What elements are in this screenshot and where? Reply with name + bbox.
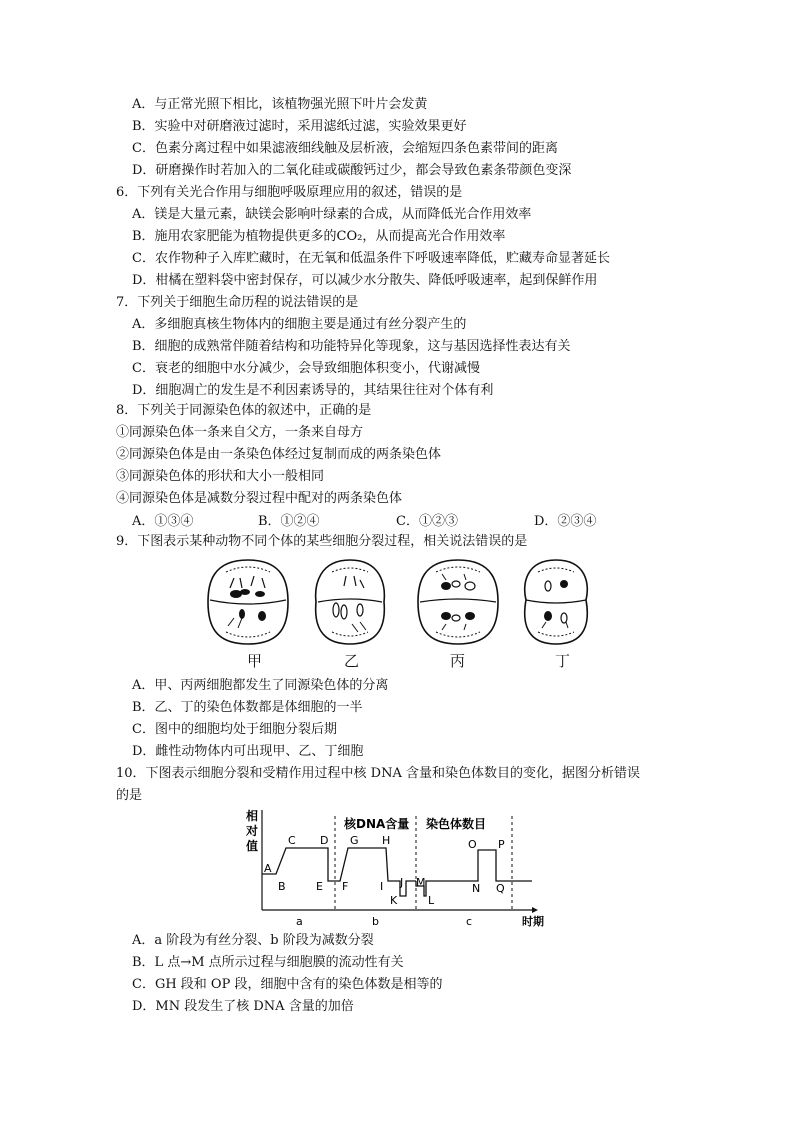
q10-stem-line1: 10．下图表示细胞分裂和受精作用过程中核 DNA 含量和染色体数目的变化，据图分析错误 <box>116 766 640 781</box>
q9-stem: 9．下图表示某种动物不同个体的某些细胞分裂过程，相关说法错误的是 <box>116 534 528 549</box>
point-I: I <box>380 880 384 893</box>
q10-option-d: D．MN 段发生了核 DNA 含量的加倍 <box>132 999 354 1014</box>
q5-option-a: A．与正常光照下相比，该植物强光照下叶片会发黄 <box>132 97 428 112</box>
cell-label-bing: 丙 <box>450 652 466 670</box>
q7-option-c: C．衰老的细胞中水分减少，会导致细胞体积变小，代谢减慢 <box>132 361 480 376</box>
q8-item-3: ③同源染色体的形状和大小一般相同 <box>116 469 325 484</box>
q9-option-b: B．乙、丁的染色体数都是体细胞的一半 <box>132 700 363 715</box>
point-M: M <box>416 876 426 889</box>
point-K: K <box>390 894 398 907</box>
q9-option-a: A．甲、丙两细胞都发生了同源染色体的分离 <box>132 678 389 693</box>
cell-ding <box>525 560 588 644</box>
q6-option-b: B．施用农家肥能为植物提供更多的CO₂，从而提高光合作用效率 <box>132 229 506 244</box>
graph-segment-b: b <box>372 915 379 928</box>
q5-option-b: B．实验中对研磨液过滤时，采用滤纸过滤，实验效果更好 <box>132 119 467 134</box>
q10-graph <box>240 806 550 930</box>
graph-ylabel-2: 对 <box>246 824 259 838</box>
graph-segment-c: c <box>466 915 473 928</box>
q7-stem: 7．下列关于细胞生命历程的说法错误的是 <box>116 295 359 310</box>
q10-option-a: A．a 阶段为有丝分裂、b 阶段为减数分裂 <box>132 933 374 948</box>
graph-ylabel-1: 相 <box>246 809 259 823</box>
point-A: A <box>264 862 272 875</box>
cell-label-ding: 丁 <box>555 652 571 670</box>
q9-cell-figure <box>200 556 600 648</box>
q9-option-d: D．雌性动物体内可出现甲、乙、丁细胞 <box>132 744 364 759</box>
q8-stem: 8．下列关于同源染色体的叙述中，正确的是 <box>116 403 372 418</box>
point-L: L <box>428 894 435 907</box>
graph-region-chrom: 染色体数目 <box>426 817 487 831</box>
q6-option-a: A．镁是大量元素，缺镁会影响叶绿素的合成，从而降低光合作用效率 <box>132 207 532 222</box>
q10-option-b: B．L 点→M 点所示过程与细胞膜的流动性有关 <box>132 955 404 970</box>
point-J: J <box>400 876 404 889</box>
q6-option-c: C．农作物种子入库贮藏时，在无氧和低温条件下呼吸速率降低，贮藏寿命显著延长 <box>132 251 610 266</box>
q8-item-4: ④同源染色体是减数分裂过程中配对的两条染色体 <box>116 491 403 506</box>
point-P: P <box>498 838 505 851</box>
point-N: N <box>472 882 481 895</box>
q7-option-a: A．多细胞真核生物体内的细胞主要是通过有丝分裂产生的 <box>132 317 467 332</box>
q8-option-d: D．②③④ <box>534 514 597 529</box>
cell-yi <box>316 560 385 644</box>
cell-label-jia: 甲 <box>247 652 263 670</box>
q8-option-a: A．①③④ <box>132 514 194 529</box>
graph-xlabel: 时期 <box>522 915 544 928</box>
q8-options-row <box>132 510 692 528</box>
q10-stem-line2: 的是 <box>116 788 143 803</box>
q5-option-c: C．色素分离过程中如果滤液细线触及层析液，会缩短四条色素带间的距离 <box>132 141 558 156</box>
q7-option-b: B．细胞的成熟常伴随着结构和功能特异化等现象，这与基因选择性表达有关 <box>132 339 571 354</box>
point-D: D <box>320 834 329 847</box>
point-H: H <box>382 834 391 847</box>
q10-option-c: C．GH 段和 OP 段，细胞中含有的染色体数是相等的 <box>132 977 443 992</box>
point-B: B <box>278 880 286 893</box>
point-Q: Q <box>496 882 505 895</box>
point-E: E <box>316 880 323 893</box>
cell-label-yi: 乙 <box>344 652 360 670</box>
cell-bing <box>418 560 498 644</box>
q5-option-d: D．研磨操作时若加入的二氧化硅或碳酸钙过少，都会导致色素条带颜色变深 <box>132 163 572 178</box>
graph-ylabel-3: 值 <box>246 839 259 853</box>
q8-item-1: ①同源染色体一条来自父方，一条来自母方 <box>116 425 364 440</box>
point-C: C <box>288 834 296 847</box>
graph-segment-a: a <box>296 915 303 928</box>
point-G: G <box>350 834 359 847</box>
q9-option-c: C．图中的细胞均处于细胞分裂后期 <box>132 722 337 737</box>
cell-jia <box>208 560 288 644</box>
q6-stem: 6．下列有关光合作用与细胞呼吸原理应用的叙述，错误的是 <box>116 185 463 200</box>
q7-option-d: D．细胞凋亡的发生是不利因素诱导的，其结果往往对个体有利 <box>132 383 494 398</box>
q8-option-c: C．①②③ <box>396 514 458 529</box>
q6-option-d: D．柑橘在塑料袋中密封保存，可以减少水分散失、降低呼吸速率，起到保鲜作用 <box>132 273 598 288</box>
q8-item-2: ②同源染色体是由一条染色体经过复制而成的两条染色体 <box>116 447 442 462</box>
point-O: O <box>468 838 477 851</box>
point-F: F <box>342 880 349 893</box>
graph-region-dna: 核DNA含量 <box>344 817 410 831</box>
q8-option-b: B．①②④ <box>258 514 320 529</box>
